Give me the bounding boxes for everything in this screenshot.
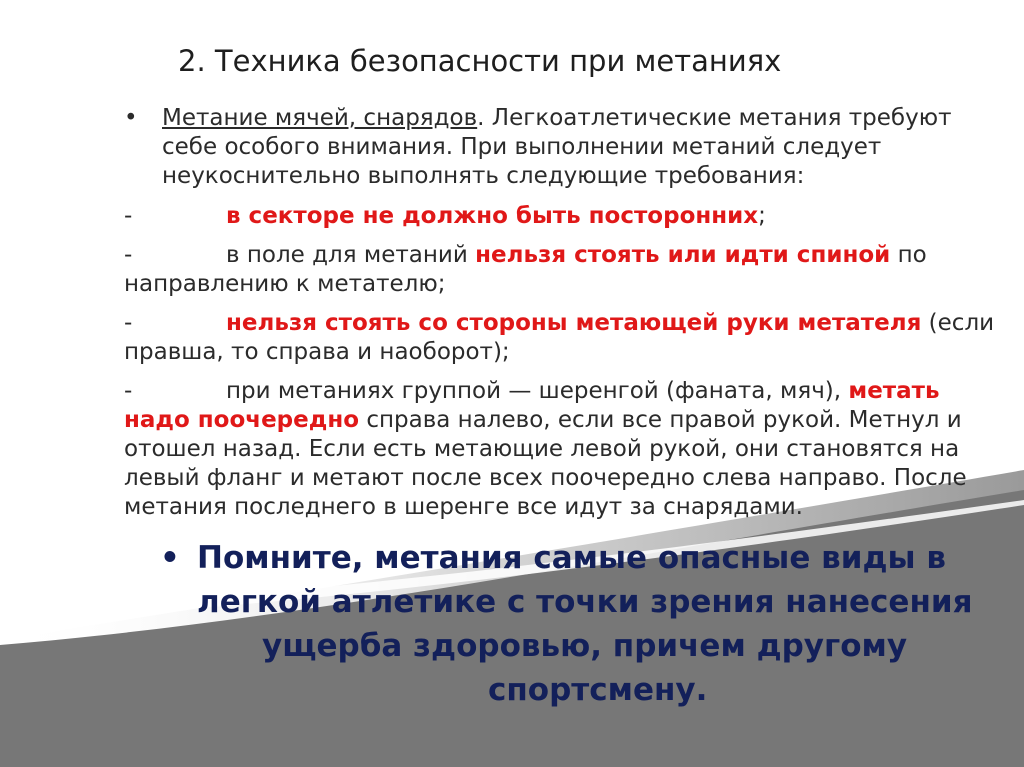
conclusion-bullet: • [160,540,180,576]
intro-line-2: себе особого внимания. При выполнении метаний следует [162,134,882,160]
conclusion-line-1: Помните, метания самые опасные виды в [197,540,946,576]
conclusion-line-3: ущерба здоровью, причем другому [262,628,908,664]
item-1-emphasis: в секторе не должно быть посторонних [226,203,759,229]
conclusion-line-2: легкой атлетике с точки зрения нанесения [197,584,973,620]
item-1-line-1: в секторе не должно быть посторонних; [226,203,766,229]
item-2-line-2: направлению к метателю; [124,271,446,297]
slide-title: 2. Техника безопасности при метаниях [178,44,782,78]
item-4-line-2: надо поочередно справа налево, если все правой рукой. Метнул и [124,407,962,433]
item-4-line-5: метания последнего в шеренге все идут за снарядами. [124,494,803,520]
conclusion-line-4: спортсмену. [488,672,708,708]
intro-line-1 [162,104,952,133]
item-3-line-2: правша, то справа и наоборот); [124,339,510,365]
item-4-emphasis-a: метать [848,378,940,404]
item-2-emphasis: нельзя стоять или идти спиной [475,242,891,268]
item-2-line-1: в поле для метаний нельзя стоять или идти спиной по [226,242,927,268]
item-4-line-3: отошел назад. Если есть метающие левой рукой, они становятся на [124,436,960,462]
intro-line-1-rest: . Легкоатлетические метания требуют [477,105,952,131]
item-3-emphasis: нельзя стоять со стороны метающей руки метателя [226,310,922,336]
item-4-line-1: при метаниях группой — шеренгой (фаната, мяч), метать [226,378,940,404]
intro-line-3: неукоснительно выполнять следующие требования: [162,163,805,189]
item-3-line-1: нельзя стоять со стороны метающей руки метателя (если [226,310,995,336]
item-3-dash: - [124,310,133,336]
item-4-emphasis-b: надо поочередно [124,407,360,433]
item-4-dash: - [124,378,133,404]
intro-bullet: • [124,105,138,131]
item-4-line-4: левый фланг и метают после всех поочередно слева направо. После [124,465,967,491]
item-2-dash: - [124,242,133,268]
intro-underlined-phrase: Метание мячей, снарядов [162,105,478,131]
item-1-dash: - [124,203,133,229]
